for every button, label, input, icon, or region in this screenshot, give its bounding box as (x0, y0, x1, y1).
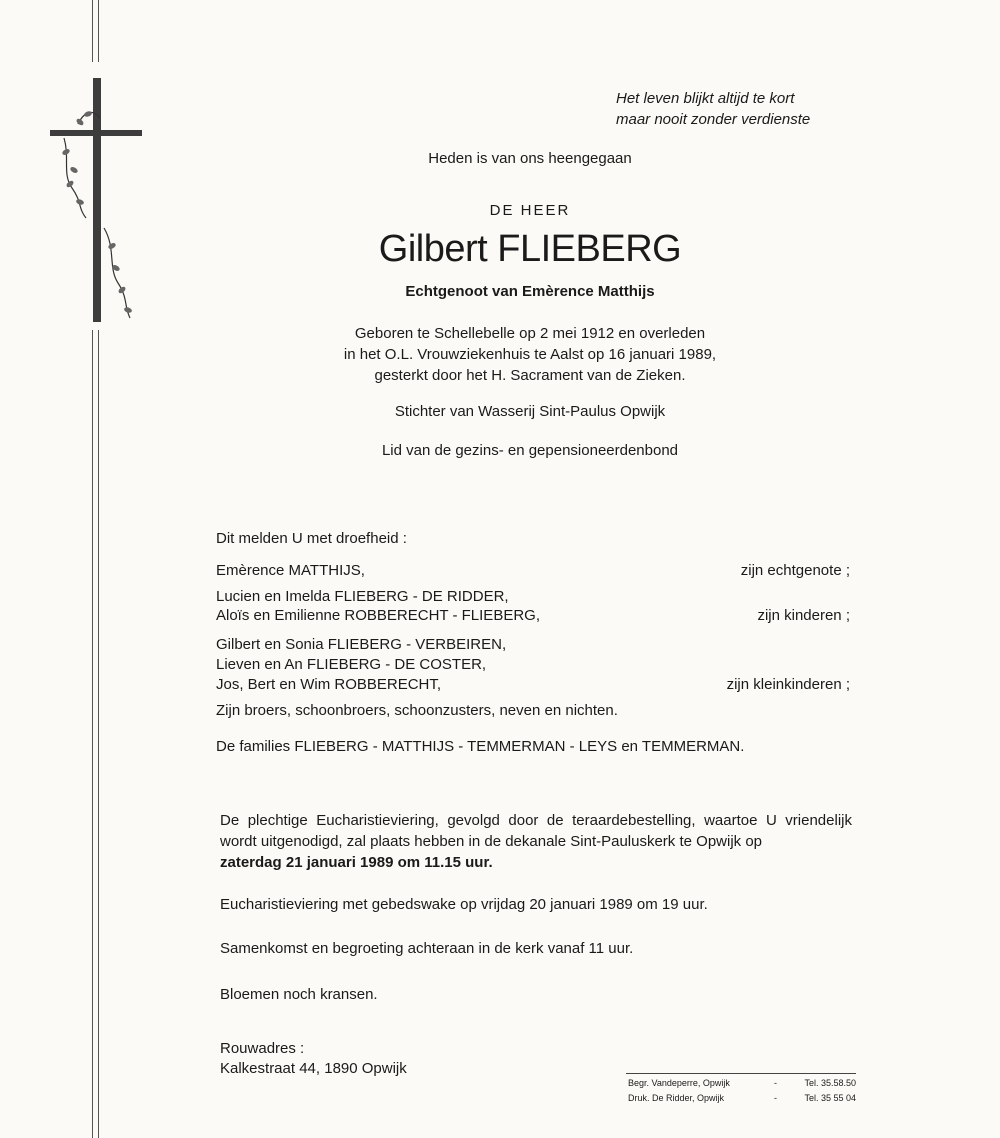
footer-credits (628, 1078, 856, 1108)
ceremony-paragraph (220, 810, 852, 873)
family-name: De families FLIEBERG - MATTHIJS - TEMMERMAN - LEYS en TEMMERMAN. (216, 738, 745, 755)
deceased-name: Gilbert FLIEBERG (378, 228, 682, 270)
family-name: Gilbert en Sonia FLIEBERG - VERBEIREN, (216, 636, 507, 653)
family-row (216, 656, 850, 676)
member-line: Lid van de gezins- en gepensioneerdenbond (381, 442, 679, 459)
footer-dash: - (774, 1078, 777, 1088)
gathering-line: Samenkomst en begroeting achteraan in de kerk vanaf 11 uur. (220, 940, 634, 957)
footer-name: Druk. De Ridder, Opwijk (628, 1093, 725, 1103)
left-rule-bottom-a (92, 330, 93, 1138)
footer-row (628, 1078, 856, 1093)
family-relation: zijn kinderen ; (757, 607, 850, 624)
spouse-line: Echtgenoot van Emèrence Matthijs (405, 283, 655, 300)
family-row (216, 588, 850, 608)
founder-line: Stichter van Wasserij Sint-Paulus Opwijk (394, 403, 666, 420)
intro-text: Heden is van ons heengegaan (428, 150, 632, 167)
motto-line-2: maar nooit zonder verdienste (616, 111, 811, 128)
family-name: Lucien en Imelda FLIEBERG - DE RIDDER, (216, 588, 509, 605)
left-rule-top-a (92, 0, 93, 62)
family-name: Zijn broers, schoonbroers, schoonzusters, neven en nichten. (216, 702, 618, 719)
address-value: Kalkestraat 44, 1890 Opwijk (220, 1060, 407, 1077)
honorific: DE HEER (489, 202, 571, 219)
family-row (216, 702, 850, 722)
family-row (216, 562, 850, 582)
family-name: Aloïs en Emilienne ROBBERECHT - FLIEBERG, (216, 607, 540, 624)
family-name: Jos, Bert en Wim ROBBERECHT, (216, 676, 442, 693)
family-row (216, 636, 850, 656)
birth-line-3: gesterkt door het H. Sacrament van de Zieken. (374, 367, 686, 384)
footer-tel: Tel. 35 55 04 (804, 1093, 856, 1103)
footer-tel: Tel. 35.58.50 (804, 1078, 856, 1088)
left-rule-top-b (98, 0, 99, 62)
cross-icon (44, 78, 144, 324)
wake-line: Eucharistieviering met gebedswake op vrijdag 20 januari 1989 om 19 uur. (220, 896, 708, 913)
family-name: Emèrence MATTHIJS, (216, 562, 365, 579)
motto-line-1: Het leven blijkt altijd te kort (616, 90, 795, 107)
footer-name: Begr. Vandeperre, Opwijk (628, 1078, 730, 1088)
family-name: Lieven en An FLIEBERG - DE COSTER, (216, 656, 487, 673)
announce-text: Dit melden U met droefheid : (216, 530, 407, 547)
family-row (216, 607, 850, 627)
birth-details (200, 323, 860, 386)
flowers-line: Bloemen noch kransen. (220, 986, 378, 1003)
ceremony-text: De plechtige Eucharistieviering, gevolgd door de teraardebestelling, waartoe U vriendelijk wordt uitgenodigd, zal plaats hebben in de dekanale Sint-Pauluskerk te Opwijk op (220, 812, 852, 850)
ceremony-date: zaterdag 21 januari 1989 om 11.15 uur. (220, 854, 493, 871)
footer-dash: - (774, 1093, 777, 1103)
family-row (216, 738, 850, 758)
birth-line-1: Geboren te Schellebelle op 2 mei 1912 en overleden (354, 325, 706, 342)
family-row (216, 676, 850, 696)
footer-rule (626, 1073, 856, 1074)
family-relation: zijn kleinkinderen ; (726, 676, 850, 693)
footer-row (628, 1093, 856, 1108)
left-rule-bottom-b (98, 330, 99, 1138)
family-relation: zijn echtgenote ; (740, 562, 850, 579)
address-label: Rouwadres : (220, 1040, 305, 1057)
birth-line-2: in het O.L. Vrouwziekenhuis te Aalst op 16 januari 1989, (343, 346, 717, 363)
motto (616, 88, 810, 130)
announce-line (216, 530, 850, 550)
